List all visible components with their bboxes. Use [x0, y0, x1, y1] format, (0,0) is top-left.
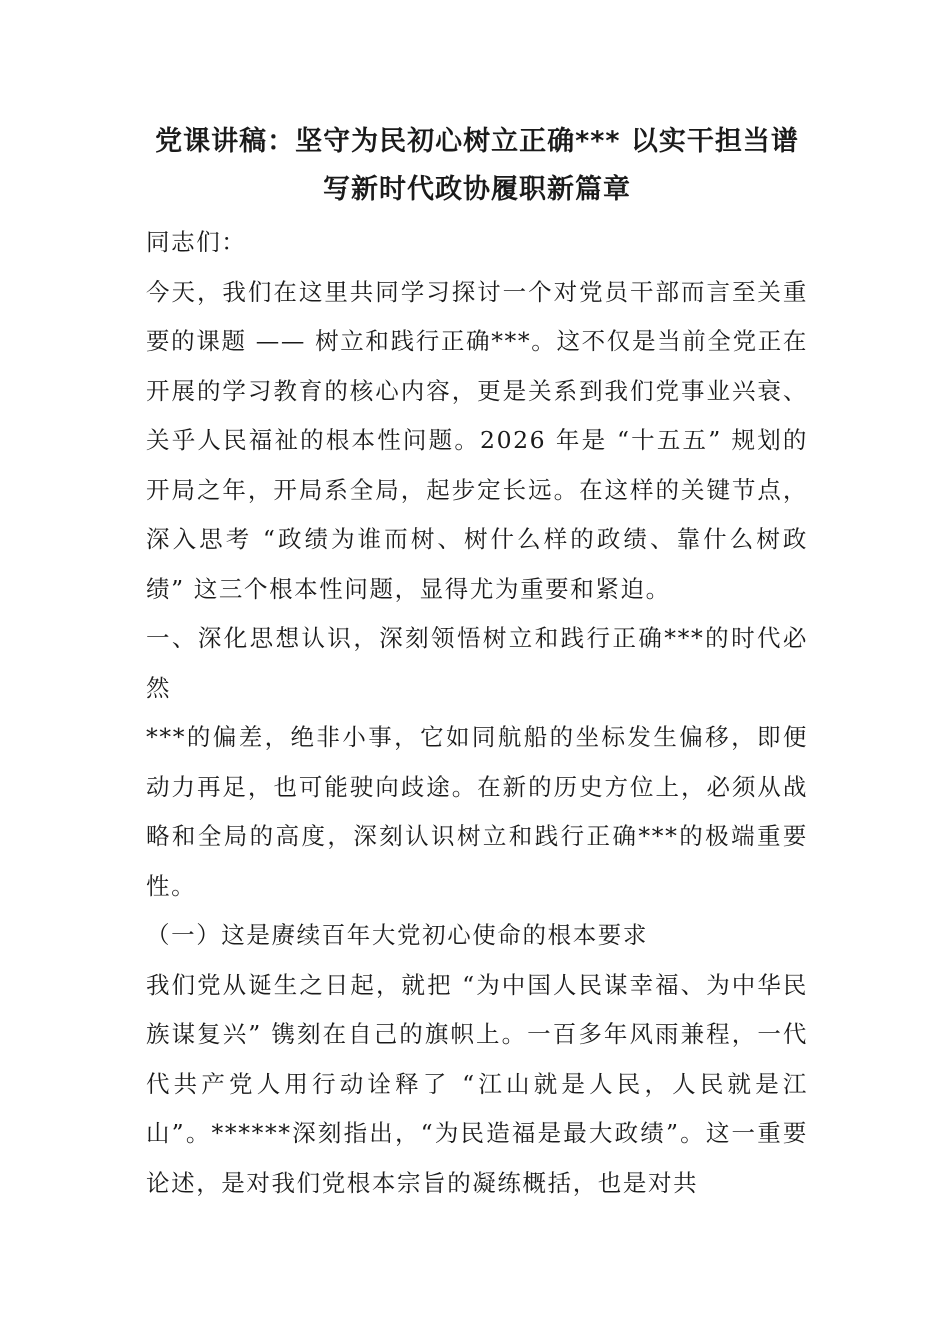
- document-page: [146, 118, 808, 1208]
- subsection-heading-1: （一）这是赓续百年大党初心使命的根本要求: [146, 921, 648, 949]
- paragraph-body-1: ***的偏差，绝非小事，它如同航船的坐标发生偏移，即便动力再足，也可能驶向歧途。在新的历史方位上，必须从战略和全局的高度，深刻认识树立和践行正确***的极端重要性。: [146, 723, 808, 900]
- section-heading-1: 一、深化思想认识，深刻领悟树立和践行正确***的时代必然: [146, 624, 808, 702]
- document-title: [142, 118, 812, 214]
- salutation: 同志们：: [146, 228, 247, 256]
- title-line-1: 党课讲稿：坚守为民初心树立正确*** 以实干担当谱: [155, 126, 799, 157]
- paragraph-intro: 今天，我们在这里共同学习探讨一个对党员干部而言至关重要的课题 —— 树立和践行正确***。这不仅是当前全党正在开展的学习教育的核心内容，更是关系到我们党事业兴衰、关乎人民福祉的根本性问题。2026 年是 “十五五” 规划的开局之年，开局系全局，起步定长远。在这样的关键节点，深入思考 “政绩为谁而树、树什么样的政绩、靠什么树政绩” 这三个根本性问题，显得尤为重要和紧迫。: [146, 277, 808, 603]
- paragraph-body-2: 我们党从诞生之日起，就把 “为中国人民谋幸福、为中华民族谋复兴” 镌刻在自己的旗帜上。一百多年风雨兼程，一代代共产党人用行动诠释了 “江山就是人民，人民就是江山”。******深刻指出，“为民造福是最大政绩”。这一重要论述，是对我们党根本宗旨的凝练概括，也是对共: [146, 970, 808, 1197]
- title-line-2: 写新时代政协履职新篇章: [323, 174, 631, 205]
